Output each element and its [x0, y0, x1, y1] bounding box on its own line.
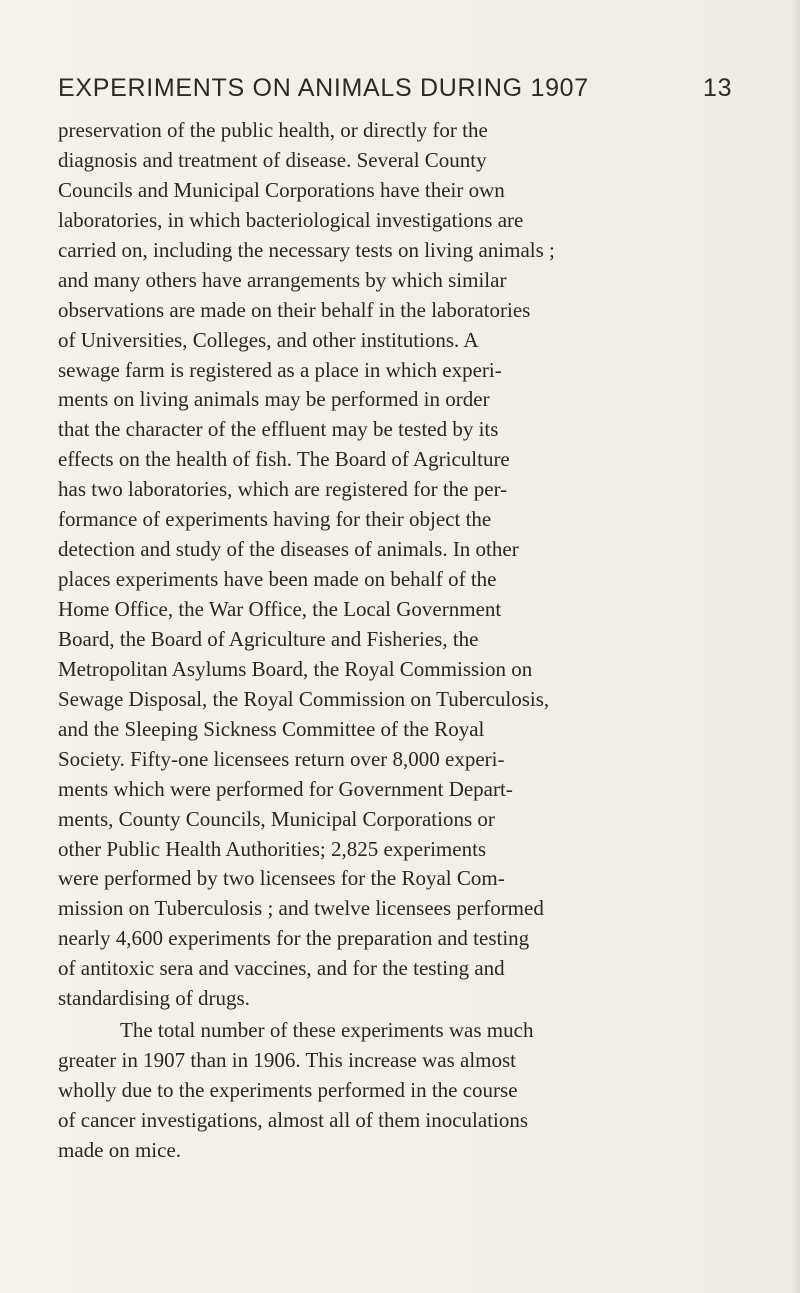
text-line: ments on living animals may be performed in order — [58, 387, 490, 412]
text-line: The total number of these experiments was much — [120, 1018, 534, 1043]
text-line: detection and study of the diseases of animals. In other — [58, 537, 519, 562]
text-line: that the character of the effluent may be tested by its — [58, 417, 499, 442]
text-line: carried on, including the necessary tests on living animals ; — [58, 237, 555, 262]
text-line: Metropolitan Asylums Board, the Royal Commission on — [58, 656, 533, 681]
text-line: standardising of drugs. — [58, 986, 250, 1011]
text-line: ments, County Councils, Municipal Corporations or — [58, 806, 495, 831]
body-text — [58, 116, 764, 1166]
text-line: preservation of the public health, or directly for the — [58, 118, 488, 142]
text-line: were performed by two licensees for the Royal Com- — [58, 866, 505, 891]
text-line: formance of experiments having for their object the — [58, 507, 492, 532]
text-line: laboratories, in which bacteriological investigations are — [58, 207, 524, 232]
paragraph — [58, 116, 764, 1014]
text-line: has two laboratories, which are registered for the per- — [58, 477, 508, 502]
text-line: of cancer investigations, almost all of them inoculations — [58, 1107, 529, 1132]
page-number: 13 — [703, 74, 733, 102]
text-line: of antitoxic sera and vaccines, and for the testing and — [58, 956, 505, 981]
text-line: diagnosis and treatment of disease. Several County — [58, 147, 487, 172]
text-line: effects on the health of fish. The Board of Agriculture — [58, 447, 510, 472]
text-line: other Public Health Authorities; 2,825 experiments — [58, 836, 487, 861]
text-line: of Universities, Colleges, and other institutions. A — [58, 327, 479, 352]
text-line: wholly due to the experiments performed in the course — [58, 1078, 518, 1102]
text-line: Home Office, the War Office, the Local Government — [58, 597, 502, 621]
text-line: Councils and Municipal Corporations have their own — [58, 177, 505, 202]
page-edge-shadow — [790, 0, 800, 1293]
text-line: Sewage Disposal, the Royal Commission on Tuberculosis, — [58, 686, 550, 711]
text-line: Society. Fifty-one licensees return over 8,000 experi- — [58, 746, 505, 771]
text-line: made on mice. — [58, 1137, 182, 1162]
text-line: mission on Tuberculosis ; and twelve licensees performed — [58, 896, 544, 921]
text-line: and many others have arrangements by which similar — [58, 267, 507, 292]
text-line: places experiments have been made on behalf of the — [58, 567, 497, 592]
text-line: ments which were performed for Government Depart- — [58, 776, 513, 801]
text-line: nearly 4,600 experiments for the preparation and testing — [58, 926, 530, 951]
text-line: observations are made on their behalf in the laboratories — [58, 297, 531, 322]
text-line: and the Sleeping Sickness Committee of the Royal — [58, 716, 485, 741]
running-title: EXPERIMENTS ON ANIMALS DURING 1907 — [58, 74, 589, 102]
text-line: sewage farm is registered as a place in which experi- — [58, 357, 502, 382]
paragraph — [58, 1016, 764, 1166]
running-head — [58, 74, 758, 106]
text-line: greater in 1907 than in 1906. This increase was almost — [58, 1048, 517, 1073]
text-line: Board, the Board of Agriculture and Fisheries, the — [58, 626, 479, 651]
